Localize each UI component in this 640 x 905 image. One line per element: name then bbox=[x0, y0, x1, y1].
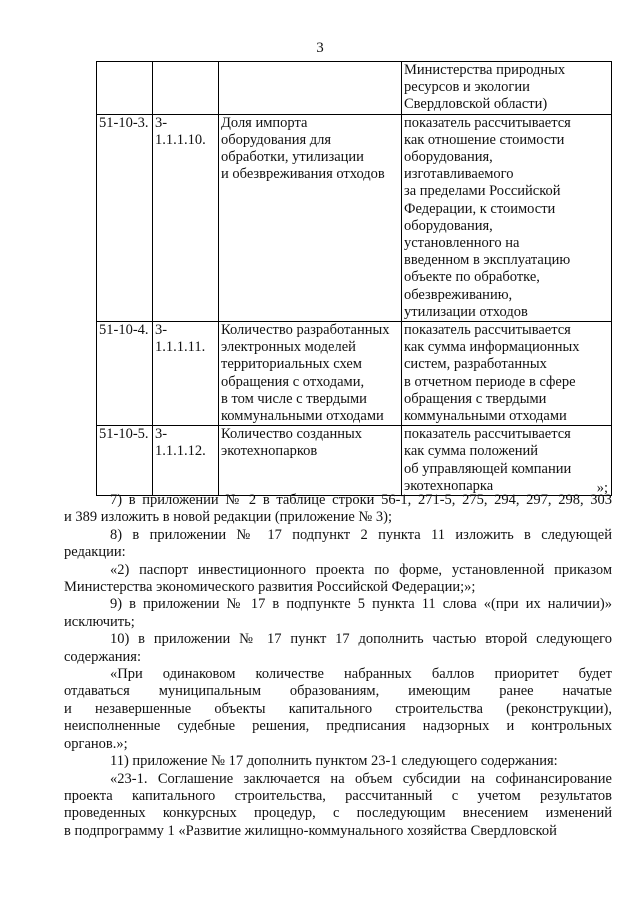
paragraph-line: проведенных конкурсных процедур, с последующим внесением изменений bbox=[64, 805, 612, 822]
indicator-name-cell bbox=[219, 114, 402, 321]
indicators-table bbox=[96, 61, 612, 496]
table-row bbox=[97, 322, 612, 426]
calculation-method-line: Федерации, к стоимости bbox=[404, 200, 556, 217]
paragraph bbox=[64, 527, 612, 562]
calculation-method-line: утилизации отходов bbox=[404, 303, 528, 320]
paragraph-line: органов.»; bbox=[64, 735, 128, 752]
calculation-method-line: как сумма информационных bbox=[404, 339, 580, 356]
calculation-method-line: систем, разработанных bbox=[404, 356, 547, 373]
indicator-name-line: Количество созданных bbox=[221, 426, 362, 443]
calculation-method-line: показатель рассчитывается bbox=[404, 114, 571, 131]
calculation-method-line: в отчетном периоде в сфере bbox=[404, 373, 576, 390]
indicator-name-line: электронных моделей bbox=[221, 339, 356, 356]
indicator-code-cell bbox=[153, 62, 219, 115]
paragraph-line: 8) в приложении № 17 подпункт 2 пункта 11 изложить в следующей bbox=[110, 526, 612, 543]
document-body bbox=[64, 492, 612, 840]
paragraph-line: содержания: bbox=[64, 648, 142, 665]
indicator-code-cell: 3-1.1.1.10. bbox=[153, 114, 219, 321]
paragraph bbox=[64, 596, 612, 631]
calculation-method-line: Министерства природных bbox=[404, 62, 566, 78]
indicator-name-line: оборудования для bbox=[221, 131, 332, 148]
paragraph bbox=[64, 753, 612, 770]
calculation-method-line: обезвреживанию, bbox=[404, 286, 513, 303]
calculation-method-line: оборудования, bbox=[404, 149, 493, 166]
paragraph-line: «При одинаковом количестве набранных баллов приоритет будет bbox=[110, 666, 612, 683]
calculation-method-line: за пределами Российской bbox=[404, 183, 561, 200]
paragraph bbox=[64, 771, 612, 841]
calculation-method-line: объекте по обработке, bbox=[404, 269, 540, 286]
indicator-name-cell bbox=[219, 62, 402, 115]
paragraph-line: «23-1. Соглашение заключается на объем субсидии на софинансирование bbox=[110, 770, 612, 787]
paragraph-line: отдаваться муниципальным образованиям, имеющим ранее начатые bbox=[64, 683, 612, 700]
calculation-method-cell bbox=[402, 62, 612, 115]
row-number-cell: 51-10-4. bbox=[97, 322, 153, 426]
calculation-method-line: как сумма положений bbox=[404, 443, 539, 460]
calculation-method-line: экотехнопарка bbox=[404, 477, 494, 494]
indicator-name-cell bbox=[219, 426, 402, 496]
calculation-method-line: показатель рассчитывается bbox=[404, 322, 571, 339]
indicator-code-cell: 3-1.1.1.12. bbox=[153, 426, 219, 496]
paragraph-line: и незавершенные объекты капитального строительства (реконструкции), bbox=[64, 700, 612, 717]
table-row bbox=[97, 62, 612, 115]
paragraph-line: в подпрограмму 1 «Развитие жилищно-коммунального хозяйства Свердловской bbox=[64, 822, 557, 839]
indicator-name-line: и обезвреживания отходов bbox=[221, 166, 385, 183]
indicator-name-line: Доля импорта bbox=[221, 114, 308, 131]
indicator-code-cell: 3-1.1.1.11. bbox=[153, 322, 219, 426]
paragraph-line: и 389 изложить в новой редакции (приложение № 3); bbox=[64, 509, 392, 526]
paragraph-line: 9) в приложении № 17 в подпункте 5 пункта 11 слова «(при их наличии)» bbox=[110, 596, 612, 613]
indicator-name-line: Количество разработанных bbox=[221, 322, 390, 339]
paragraph bbox=[64, 666, 612, 753]
paragraph bbox=[64, 631, 612, 666]
calculation-method-line: введенном в эксплуатацию bbox=[404, 252, 571, 269]
calculation-method-cell bbox=[402, 322, 612, 426]
calculation-method-line: Свердловской области) bbox=[404, 96, 548, 113]
indicator-name-line: обращения с отходами, bbox=[221, 373, 365, 390]
calculation-method-line: установленного на bbox=[404, 235, 520, 252]
calculation-method-line: коммунальными отходами bbox=[404, 408, 567, 425]
paragraph-line: 11) приложение № 17 дополнить пунктом 23-1 следующего содержания: bbox=[110, 753, 558, 770]
indicator-name-line: обработки, утилизации bbox=[221, 149, 364, 166]
calculation-method-line: показатель рассчитывается bbox=[404, 426, 571, 443]
indicator-name-cell bbox=[219, 322, 402, 426]
row-number-cell: 51-10-5. bbox=[97, 426, 153, 496]
paragraph-line: проекта капитального строительства, рассчитанный с учетом результатов bbox=[64, 787, 612, 804]
calculation-method-line: обращения с твердыми bbox=[404, 390, 547, 407]
closing-quote-mark: »; bbox=[596, 479, 608, 496]
indicator-name-line: коммунальными отходами bbox=[221, 408, 384, 425]
indicator-name-line: экотехнопарков bbox=[221, 443, 318, 460]
indicator-name-line: территориальных схем bbox=[221, 356, 362, 373]
paragraph-line: 10) в приложении № 17 пункт 17 дополнить частью второй следующего bbox=[110, 631, 612, 648]
table-row bbox=[97, 426, 612, 496]
paragraph-line: «2) паспорт инвестиционного проекта по форме, установленной приказом bbox=[110, 561, 612, 578]
calculation-method-line: об управляющей компании bbox=[404, 460, 572, 477]
paragraph-line: 7) в приложении № 2 в таблице строки 56-1, 271-5, 275, 294, 297, 298, 303 bbox=[110, 492, 612, 508]
row-number-cell bbox=[97, 62, 153, 115]
calculation-method-line: ресурсов и экологии bbox=[404, 79, 530, 96]
paragraph-line: Министерства экономического развития Российской Федерации;»; bbox=[64, 579, 476, 596]
paragraph-line: редакции: bbox=[64, 544, 126, 561]
paragraph bbox=[64, 562, 612, 597]
paragraph bbox=[64, 492, 612, 527]
paragraph-line: неисполненные судебные решения, предписания надзорных и контрольных bbox=[64, 718, 612, 735]
paragraph-line: исключить; bbox=[64, 613, 135, 630]
calculation-method-cell bbox=[402, 114, 612, 321]
calculation-method-line: изготавливаемого bbox=[404, 166, 514, 183]
row-number-cell: 51-10-3. bbox=[97, 114, 153, 321]
calculation-method-line: как отношение стоимости bbox=[404, 131, 565, 148]
page-number: 3 bbox=[316, 40, 324, 56]
indicator-name-line: в том числе с твердыми bbox=[221, 390, 367, 407]
calculation-method-cell bbox=[402, 426, 612, 496]
calculation-method-line: оборудования, bbox=[404, 217, 493, 234]
table-row bbox=[97, 114, 612, 321]
